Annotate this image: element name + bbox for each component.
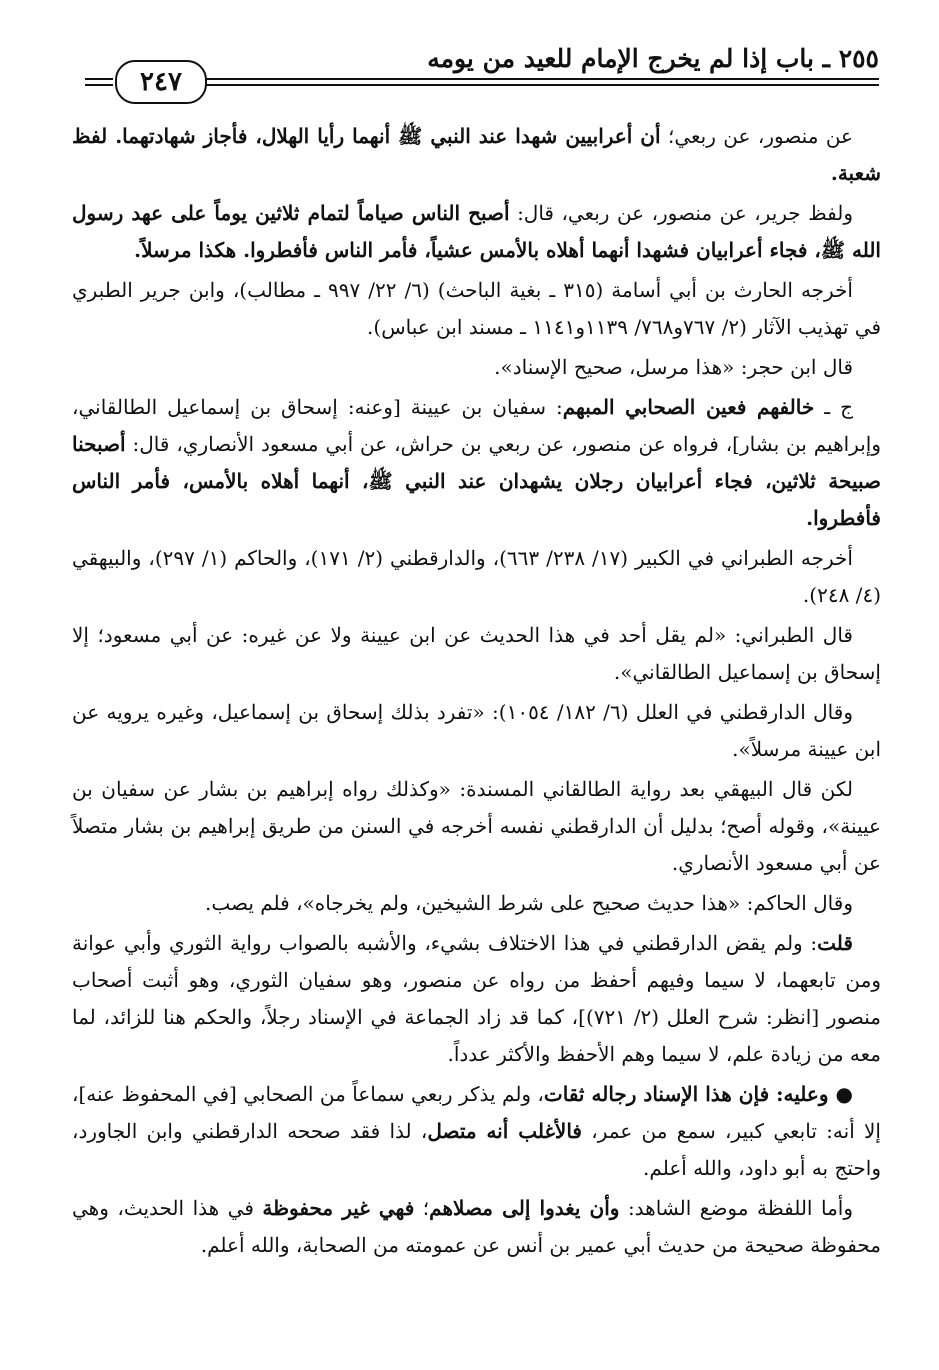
text-run: ج ـ bbox=[814, 395, 854, 419]
header-rule bbox=[205, 78, 879, 86]
text-run-bold: وأن يغدوا إلى مصلاهم bbox=[429, 1196, 620, 1220]
text-run-bold: أن أعرابيين شهدا عند النبي ﷺ أنهما رأيا الهلال، فأجاز شهادتهما. لفظ شعبة. bbox=[72, 124, 881, 185]
paragraph bbox=[72, 885, 881, 922]
paragraph bbox=[72, 195, 881, 269]
paragraph bbox=[72, 349, 881, 386]
body-text bbox=[72, 118, 881, 1267]
header-rule-left bbox=[85, 78, 113, 86]
text-run-bold: أصبح الناس صياماً لتمام ثلاثين يوماً على عهد رسول الله ﷺ، فجاء أعرابيان فشهدا أنهما أهلاه بالأمس عشياً، فأمر الناس فأفطروا. هكذا مرسلاً. bbox=[72, 201, 881, 262]
text-run-bold: أصبحنا صبيحة ثلاثين، فجاء أعرابيان رجلان يشهدان عند النبي ﷺ، أنهما أهلاه بالأمس، فأمر الناس فأفطروا. bbox=[72, 432, 881, 530]
text-run: ، لذا فقد صححه الدارقطني وابن الجاورد، واحتج به أبو داود، والله أعلم. bbox=[72, 1119, 881, 1180]
page-header bbox=[85, 40, 879, 100]
text-run-bold: قلت bbox=[817, 931, 853, 955]
text-run: وأما اللفظة موضع الشاهد: bbox=[619, 1196, 854, 1220]
text-run-bold: فإن هذا الإسناد رجاله ثقات bbox=[543, 1082, 770, 1106]
paragraph bbox=[72, 272, 881, 346]
text-run: أخرجه الحارث بن أبي أسامة (٣١٥ ـ بغية الباحث) (٦/ ٢٢/ ٩٩٧ ـ مطالب)، وابن جرير الطبري في تهذيب الآثار (٢/ ٧٦٧و٧٦٨/ ١١٣٩و١١٤١ ـ مسند ابن عباس). bbox=[72, 278, 881, 339]
text-run: عن منصور، عن ربعي؛ bbox=[660, 124, 853, 148]
page-number: ٢٤٧ bbox=[115, 60, 207, 104]
text-run-bold: خالفهم فعين الصحابي المبهم bbox=[562, 395, 815, 419]
text-run: ؛ bbox=[414, 1196, 430, 1220]
paragraph bbox=[72, 118, 881, 192]
paragraph bbox=[72, 389, 881, 537]
text-run: في هذا الحديث، وهي محفوظة صحيحة من حديث أبي عمير بن أنس عن عمومته من الصحابة، والله أعلم. bbox=[72, 1196, 881, 1257]
paragraph bbox=[72, 617, 881, 691]
paragraph bbox=[72, 540, 881, 614]
text-run-bold: فهي غير محفوظة bbox=[262, 1196, 415, 1220]
paragraph bbox=[72, 771, 881, 882]
text-run: قال الطبراني: «لم يقل أحد في هذا الحديث عن ابن عيينة ولا عن غيره: عن أبي مسعود؛ إلا إسحاق بن إسماعيل الطالقاني». bbox=[72, 623, 881, 684]
text-run-bold: فالأغلب أنه متصل bbox=[427, 1119, 582, 1143]
paragraph bbox=[72, 1190, 881, 1264]
paragraph bbox=[72, 1076, 881, 1187]
paragraph bbox=[72, 925, 881, 1073]
text-run: : ولم يقض الدارقطني في هذا الاختلاف بشيء، والأشبه بالصواب رواية الثوري وأبي عوانة ومن تابعهما، لا سيما وفيهم أحفظ من رواه عن منصور، وهو سفيان الثوري، وهو أثبت أصحاب منصور [انظر: شرح العلل (٢/ ٧٢١)]، كما قد زاد الجماعة في الإسناد رجلاً، والحكم هنا للزائد، لما معه من زيادة علم، لا سيما وهم الأحفظ والأكثر عدداً. bbox=[72, 931, 881, 1066]
text-run: وقال الدارقطني في العلل (٦/ ١٨٢/ ١٠٥٤): «تفرد بذلك إسحاق بن إسماعيل، وغيره يرويه عن ابن عيينة مرسلاً». bbox=[72, 700, 881, 761]
text-run: وقال الحاكم: «هذا حديث صحيح على شرط الشيخين، ولم يخرجاه»، فلم يصب. bbox=[204, 891, 853, 915]
text-run: ولفظ جرير، عن منصور، عن ربعي، قال: bbox=[509, 201, 853, 225]
text-run: أخرجه الطبراني في الكبير (١٧/ ٢٣٨/ ٦٦٣)، والدارقطني (٢/ ١٧١)، والحاكم (١/ ٢٩٧)، والبيهقي (٤/ ٢٤٨). bbox=[72, 546, 881, 607]
text-run: ، ولم يذكر ربعي سماعاً من الصحابي [في المحفوظ عنه]، إلا أنه: تابعي كبير، سمع من عمر، bbox=[72, 1082, 881, 1143]
text-run: لكن قال البيهقي بعد رواية الطالقاني المسندة: «وكذلك رواه إبراهيم بن بشار عن سفيان بن عيينة»، وقوله أصح؛ بدليل أن الدارقطني نفسه أخرجه في السنن من طريق إبراهيم بن بشار متصلاً عن أبي مسعود الأنصاري. bbox=[72, 777, 881, 875]
running-title: ٢٥٥ ـ باب إذا لم يخرج الإمام للعيد من يومه bbox=[427, 44, 879, 73]
paragraph bbox=[72, 694, 881, 768]
text-run-bold: ● وعليه: bbox=[769, 1082, 854, 1106]
text-run: قال ابن حجر: «هذا مرسل، صحيح الإسناد». bbox=[494, 355, 853, 379]
text-run: : سفيان بن عيينة [وعنه: إسحاق بن إسماعيل الطالقاني، وإبراهيم بن بشار]، فرواه عن منصور، عن ربعي بن حراش، عن أبي مسعود الأنصاري، قال: bbox=[72, 395, 882, 456]
